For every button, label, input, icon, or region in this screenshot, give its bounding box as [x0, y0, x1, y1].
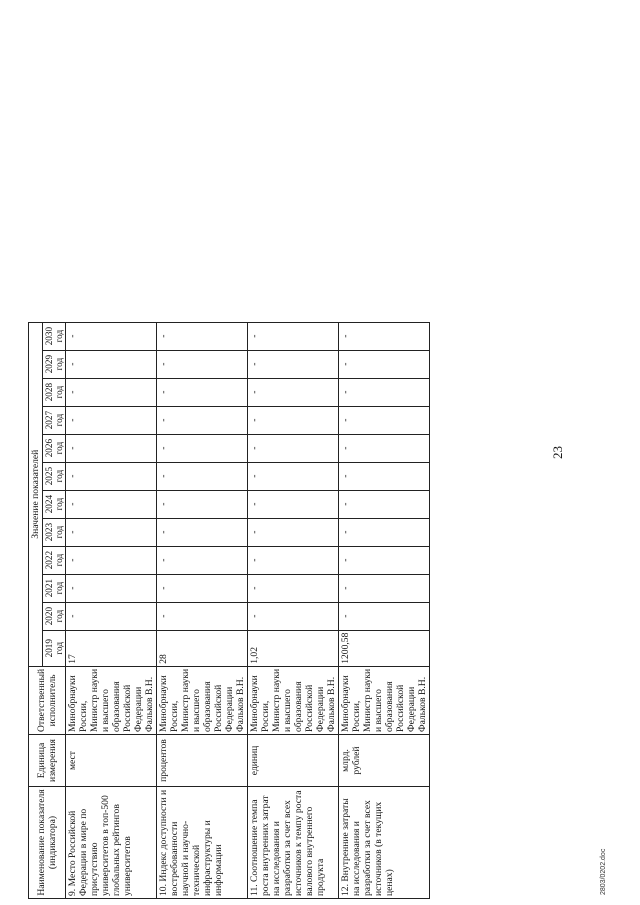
unit-cell: млрд. рублей — [339, 735, 430, 787]
header-values-group: Значение показателей — [29, 322, 43, 666]
table-row — [157, 322, 248, 898]
value-cell: - — [248, 350, 339, 378]
value-cell: - — [248, 322, 339, 350]
header-year: 2021 год — [43, 574, 66, 602]
header-unit: Единица измерения — [29, 735, 66, 787]
value-cell: - — [339, 350, 430, 378]
header-responsible: Ответственный исполнитель — [29, 666, 66, 734]
header-year: 2024 год — [43, 490, 66, 518]
value-cell: - — [248, 546, 339, 574]
value-cell: - — [248, 574, 339, 602]
value-2019-cell: 28 — [157, 630, 248, 666]
responsible-cell: Минобрнауки России, Министр науки и высшего образования Российской Федерации Фальков В.Н. — [157, 666, 248, 734]
value-cell: - — [66, 434, 157, 462]
value-cell: - — [157, 406, 248, 434]
table-body — [66, 322, 430, 898]
responsible-cell: Минобрнауки России, Министр науки и высшего образования Российской Федерации Фальков В.Н. — [339, 666, 430, 734]
value-cell: - — [157, 546, 248, 574]
value-2019-cell: 1,02 — [248, 630, 339, 666]
indicator-name-cell: 10. Индекс доступности и востребованности научной и научно-технической инфраструктуры и информации — [157, 787, 248, 899]
value-cell: - — [157, 378, 248, 406]
indicator-name-cell: 11. Соотношение темпа роста внутренних затрат на исследования и разработки за счет всех источников к темпу роста валового внутреннего продукта — [248, 787, 339, 899]
value-cell: - — [248, 406, 339, 434]
footer-filename: 2803/0202.doc — [600, 848, 607, 895]
value-cell: - — [248, 462, 339, 490]
responsible-cell: Минобрнауки России, Министр науки и высшего образования Российской Федерации Фальков В.Н. — [248, 666, 339, 734]
value-cell: - — [157, 434, 248, 462]
value-cell: - — [66, 546, 157, 574]
header-year: 2020 год — [43, 602, 66, 630]
value-cell: - — [339, 378, 430, 406]
value-cell: - — [339, 546, 430, 574]
header-name: Наименование показателя (индикатора) — [29, 787, 66, 899]
value-cell: - — [248, 378, 339, 406]
value-cell: - — [66, 406, 157, 434]
header-year: 2025 год — [43, 462, 66, 490]
value-cell: - — [248, 518, 339, 546]
value-cell: - — [66, 574, 157, 602]
unit-cell: единиц — [248, 735, 339, 787]
value-cell: - — [66, 602, 157, 630]
header-year: 2030 год — [43, 322, 66, 350]
value-cell: - — [248, 434, 339, 462]
value-cell: - — [339, 434, 430, 462]
header-year: 2026 год — [43, 434, 66, 462]
indicators-table — [28, 322, 430, 899]
header-year: 2023 год — [43, 518, 66, 546]
value-cell: - — [339, 574, 430, 602]
header-row-1 — [29, 322, 43, 898]
value-cell: - — [339, 490, 430, 518]
value-cell: - — [248, 490, 339, 518]
value-cell: - — [157, 602, 248, 630]
value-cell: - — [157, 518, 248, 546]
value-cell: - — [66, 378, 157, 406]
indicator-name-cell: 12. Внутренние затраты на исследования и разработки за счет всех источников (в текущих ценах) — [339, 787, 430, 899]
unit-cell: мест — [66, 735, 157, 787]
header-year: 2027 год — [43, 406, 66, 434]
value-cell: - — [339, 462, 430, 490]
value-cell: - — [157, 322, 248, 350]
unit-cell: процентов — [157, 735, 248, 787]
value-cell: - — [157, 574, 248, 602]
value-cell: - — [157, 350, 248, 378]
value-2019-cell: 1200,58 — [339, 630, 430, 666]
header-year: 2028 год — [43, 378, 66, 406]
value-cell: - — [339, 406, 430, 434]
value-cell: - — [157, 490, 248, 518]
value-cell: - — [66, 490, 157, 518]
value-cell: - — [66, 322, 157, 350]
value-cell: - — [66, 518, 157, 546]
table-row — [248, 322, 339, 898]
value-cell: - — [66, 350, 157, 378]
value-cell: - — [66, 462, 157, 490]
indicator-name-cell: 9. Место Российской Федерации в мире по присутствию университетов в топ-500 глобальных рейтингов университетов — [66, 787, 157, 899]
page-number: 23 — [550, 446, 565, 459]
header-year: 2022 год — [43, 546, 66, 574]
value-2019-cell: 17 — [66, 630, 157, 666]
header-year: 2029 год — [43, 350, 66, 378]
value-cell: - — [339, 322, 430, 350]
value-cell: - — [157, 462, 248, 490]
value-cell: - — [248, 602, 339, 630]
responsible-cell: Минобрнауки России, Министр науки и высшего образования Российской Федерации Фальков В.Н. — [66, 666, 157, 734]
table-row — [66, 322, 157, 898]
value-cell: - — [339, 602, 430, 630]
value-cell: - — [339, 518, 430, 546]
table-row — [339, 322, 430, 898]
header-year: 2019 год — [43, 630, 66, 666]
